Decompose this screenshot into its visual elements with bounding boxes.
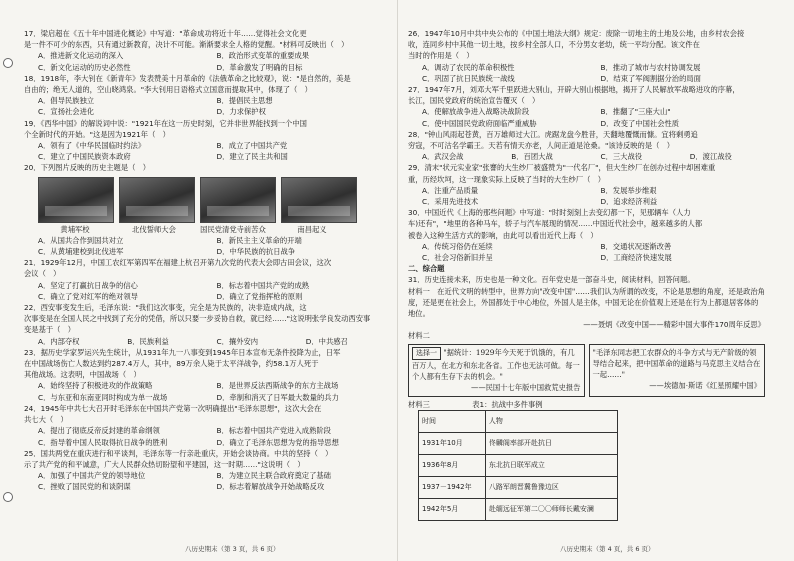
question-25-cont: 示了共产党的和平诚意，广大人民群众热切盼望和平建国，这一时期……"这说明（ ）	[24, 459, 305, 469]
question-24-cont: 共七大（ ）	[24, 415, 68, 425]
option: D．力求保护权	[216, 107, 266, 117]
option: D．改变了中国社会性质	[600, 118, 680, 128]
option: D．追求经济利益	[600, 197, 658, 207]
question-19: 19．《西华中国》的解说词中说："1921年在这一历史时刻，它并非世界能找到一个中国	[24, 118, 307, 128]
table-cell: 1937－1942年	[419, 476, 486, 498]
photo-huangpu	[38, 177, 114, 223]
question-25: 25．国共两党在重庆进行和平谈判，毛泽东等一行亲赴重庆，开始会谈协商。中共的坚持（ ）	[24, 448, 333, 458]
q19-options	[24, 151, 381, 162]
q30-options	[408, 241, 765, 252]
material-3-header	[408, 399, 765, 410]
q22-options	[24, 336, 381, 347]
option: B．推动了城市与农村协调发展	[600, 62, 701, 72]
question-26-cont: 收，连同乡村中其他一切土地，按乡村全部人口，不分男女老幼，统一平均分配。该文件在	[408, 40, 700, 50]
q21-options	[24, 280, 381, 291]
option: D．确立了毛泽东思想为党的指导思想	[216, 437, 339, 447]
option: D．革命激发了明确的目标	[216, 62, 303, 72]
material-2-box-left	[408, 344, 585, 397]
question-17-cont: 是一件不可少的东西，只有通过新教育，决计不可能。渐渐要求全人格的觉醒。"材料可反映出（ ）	[24, 40, 349, 50]
q28-options	[408, 151, 765, 162]
material-2-boxes	[408, 344, 765, 397]
q27-options	[408, 118, 765, 129]
question-23: 23．据历史学家罗运兴先生统计，从1931年九一八事变到1945年日本宣布无条件投降为止，日军	[24, 347, 341, 357]
option: C．挫败了国民党的和谈阴谋	[38, 482, 131, 492]
option: B．成立了中国共产党	[216, 141, 288, 151]
option: C．从黄埔建校到北伐进军	[38, 247, 124, 257]
page-footer-left: 八历史期末（第 3 页，共 6 页）	[185, 545, 280, 553]
box-source: ——埃德加·斯诺《红星照耀中国》	[649, 381, 761, 391]
question-24: 24．1945年中共七大召开时毛泽东在中国共产党第一次明确提出"毛泽东思想"，这次大会在	[24, 403, 322, 413]
q17-options	[24, 50, 381, 61]
option: B．为建立民主联合政府奠定了基础	[216, 471, 331, 481]
option: C．确立了党对红军的绝对领导	[38, 291, 138, 301]
question-22: 22．西安事变发生后，毛泽东说："我们这次事变，完全是为民族的，决非造成内战，这	[24, 303, 307, 313]
box-tag: 选择一	[412, 347, 441, 360]
question-18: 18．1918年，李大钊在《新青年》发表赞美十月革命的《法俄革命之比较观》，说："是自然的，美是	[24, 73, 351, 83]
question-23-cont: 在中国战场伤亡人数达到约287.4万人，其中，89万余人毙于太平洋战争，约58.1万人死于	[24, 359, 319, 369]
question-30-cont: 被卷入这种生活方式的影响，由此可以看出近代上海（ ）	[408, 230, 598, 240]
option: C．社会习俗新旧并呈	[422, 253, 493, 263]
material-1: 材料一 在近代文明的转型中，世界方向"改变中国"……我们认为所谓的改变，不论是思想的角度，还是政治角度，还是更在社会上，外国都处于中心地位，外国人是主体，中国无论在价值观上还是在行为上都退居客体的地位。	[408, 286, 765, 319]
option: B．是世界反法西斯战争的东方主战场	[216, 381, 339, 391]
material-1-source: ——聂炳《改变中国——精彩中国大事件170周年反思》	[583, 320, 765, 330]
q29-options	[408, 185, 765, 196]
photo-captions	[38, 224, 381, 235]
question-17: 17．梁启超在《五十年中国进化概论》中写道："革命成功将近十年……觉得社会文化更	[24, 29, 307, 38]
table-header: 时间	[419, 410, 486, 432]
option: B．发展举步维艰	[600, 185, 657, 195]
photo-caption: 黄埔军校	[60, 224, 90, 234]
material-2-box-right	[589, 344, 766, 397]
option: B．百团大战	[511, 152, 553, 162]
box-source: ——民国十七年版中国救荒史报告	[471, 383, 581, 393]
q21-options	[24, 291, 381, 302]
table-row	[419, 454, 618, 476]
option: A．注重产品质量	[422, 185, 479, 195]
option: A．使解放战争进入战略决战阶段	[422, 107, 530, 117]
q17-options	[24, 62, 381, 73]
option: D．中共感召	[305, 336, 348, 346]
table-cell: 八路军朗晋冀鲁豫边区	[485, 476, 617, 498]
table-cell: 1936年8月	[419, 454, 486, 476]
option: D．标志着解放战争开始战略反攻	[216, 482, 325, 492]
option: B．标志着中国共产党的成熟	[216, 280, 310, 290]
option: D．牵制和消灭了日军最大数量的兵力	[216, 392, 339, 402]
option: A．加强了中国共产党的领导地位	[38, 471, 146, 481]
q19-options	[24, 140, 381, 151]
material-3-label: 材料三	[408, 399, 430, 409]
right-page	[408, 28, 765, 540]
binding-hole	[3, 492, 13, 502]
box-text: "毛泽东同志把工农群众的斗争方式与无产阶级的领导结合起来，把中国革命的道路与马克思主义结合在一起……"	[592, 347, 761, 380]
option: D．确立了党指挥枪的原则	[216, 291, 303, 301]
question-28-cont: 穷寇，不可沽名学霸王。天若有情天亦老，人间正道是沧桑。"该诗反映的是（ ）	[408, 141, 675, 151]
section-heading: 二、综合题	[408, 264, 445, 274]
question-19-cont: 个全新时代的开始。"这是因为1921年（ ）	[24, 129, 170, 139]
option: A．调动了农民的革命积极性	[422, 62, 515, 72]
question-22-cont: 次事变是在全国人民之中找到了充分的凭借，所以只要一步妥协自救，就已经……"这说明张学良发动西安事	[24, 314, 371, 324]
page-footer-right: 八历史期末（第 4 页，共 6 页）	[560, 545, 655, 553]
question-31: 31．历史连接未来，历史也是一种文化。百年党史是一部奋斗史，阅读材料，回答问题。	[408, 275, 695, 285]
table-row	[419, 432, 618, 454]
option: A．推进新文化运动的深入	[38, 51, 124, 61]
left-page	[24, 28, 381, 540]
q26-options	[408, 73, 765, 84]
question-23-cont: 其他战场。这表明，中国战场（ ）	[24, 370, 141, 380]
q18-options	[24, 95, 381, 106]
table-title: 表1：抗战中多件事例	[472, 399, 543, 409]
q26-options	[408, 62, 765, 73]
question-27: 27．1947年7月，刘邓大军千里跃进大别山，开辟大别山根据地，揭开了人民解放军战略进攻的序幕，	[408, 85, 740, 95]
question-22-cont: 变是基于（ ）	[24, 325, 76, 335]
option: B．推翻了"三座大山"	[600, 107, 671, 117]
option: A．内部夺权	[38, 336, 80, 346]
option: C．宣扬社会进化	[38, 107, 95, 117]
q27-options	[408, 106, 765, 117]
question-30: 30．中国近代《上海的那些问题》中写道："时时刻刻上去变幻都一下，见那辆车（人力	[408, 208, 691, 218]
option: C．巩固了抗日民族统一战线	[422, 73, 515, 83]
question-26-cont: 当时的作用是（ ）	[408, 51, 474, 61]
table-cell: 佟麟阁率部开赴抗日	[485, 432, 617, 454]
events-table	[418, 410, 618, 521]
photo-purge	[200, 177, 276, 223]
q25-options	[24, 470, 381, 481]
option: C．攘外安内	[216, 336, 259, 346]
q30-options	[408, 252, 765, 263]
option: B．提倡民主思想	[216, 96, 273, 106]
option: D．建立了民主共和国	[216, 152, 288, 162]
question-18-cont: 自由的；绝无人道的，空山晓鸿泉。"李大钊用日语格式立国意而提取其中，体现了（ ）	[24, 85, 312, 95]
option: A．倡导民族独立	[38, 96, 95, 106]
option: C．新文化运动的历史必然性	[38, 62, 131, 72]
option: C．采用先进技术	[422, 197, 479, 207]
q24-options	[24, 437, 381, 448]
option: C．指导着中国人民取得抗日战争的胜利	[38, 437, 168, 447]
question-29-cont: 重，历经坎坷，这一现象实际上反映了当时的大生纱厂（ ）	[408, 174, 606, 184]
q20-options	[24, 235, 381, 246]
material-2-label: 材料二	[408, 331, 430, 341]
table-cell: 东北抗日联军成立	[485, 454, 617, 476]
option: B．政治形式变革的重要成果	[216, 51, 310, 61]
question-20: 20．下列图片反映的历史主题是（ ）	[24, 163, 151, 173]
option: D．中华民族的抗日战争	[216, 247, 296, 257]
q24-options	[24, 425, 381, 436]
question-26: 26．1947年10月中共中央公布的《中国土地法大纲》规定：废除一切地主的土地及公地，由乡村农会接	[408, 29, 745, 38]
page-divider	[397, 0, 398, 561]
table-row	[419, 476, 618, 498]
question-29: 29．清末"状元实业家"张謇的大生纱厂被盛赞为"一代名厂"，但大生纱厂在创办过程中却困难重	[408, 163, 716, 173]
photo-nanchang	[281, 177, 357, 223]
q23-options	[24, 392, 381, 403]
binding-hole	[3, 58, 13, 68]
question-28: 28．"钟山风雨起苍黄，百万雄师过大江。虎踞龙盘今胜昔，天翻地覆慨而慷。宜将剩勇追	[408, 129, 698, 139]
q29-options	[408, 196, 765, 207]
q18-options	[24, 106, 381, 117]
option: A．武汉会战	[422, 152, 464, 162]
photo-caption: 南昌起义	[297, 224, 327, 234]
photo-caption: 国民党清党寺前苦众	[200, 224, 266, 234]
question-27-cont: 长江，国民党政府的统治宣告覆灭（ ）	[408, 96, 540, 106]
photo-row	[38, 177, 381, 223]
option: D．渡江战役	[689, 152, 732, 162]
option: A．领有了《中华民国临时约法》	[38, 141, 146, 151]
q20-options	[24, 246, 381, 257]
option: C．建立了中国民族资本政府	[38, 152, 131, 162]
q25-options	[24, 481, 381, 492]
option: D．工商经济快速发展	[600, 253, 672, 263]
table-cell: 1931年10月	[419, 432, 486, 454]
table-cell: 1942年5月	[419, 498, 486, 520]
photo-caption: 北伐誓师大会	[132, 224, 176, 234]
option: C．三大战役	[600, 152, 643, 162]
q23-options	[24, 380, 381, 391]
option: B．新民主主义革命的开端	[216, 235, 302, 245]
table-cell: 赴缅远征军第二〇〇师师长戴安澜	[485, 498, 617, 520]
option: B．标志着中国共产党进入成熟阶段	[216, 426, 331, 436]
option: B．民族利益	[127, 336, 169, 346]
question-21: 21．1929年12月，中国工农红军第四军在福建上杭召开第九次党的代表大会即古田会议，这次	[24, 258, 332, 268]
table-row	[419, 498, 618, 520]
option: A．从国共合作到国共对立	[38, 235, 124, 245]
option: A．始终坚持了积极进攻的作战策略	[38, 381, 153, 391]
table-header: 人物	[485, 410, 617, 432]
box-text: "据统计：1929年今天死于饥饿的，有几百万人，在北方和东北各省。工作也无法可做。每一个人都有生存下去的机会。"	[412, 347, 580, 382]
option: C．使中国国民党政府面临严重威胁	[422, 118, 537, 128]
option: A．坚定了打赢抗日战争的信心	[38, 280, 138, 290]
question-30-cont: 车)还有"，"地里的各种马车，轿子与汽车展现的情况……中国近代社会中，越来越多的人都	[408, 219, 703, 229]
option: B．交通状况逐渐改善	[600, 241, 672, 251]
option: C．与东亚和东南亚同时构成为单一战场	[38, 392, 168, 402]
option: A．提出了彻底反帝反封建的革命纲领	[38, 426, 160, 436]
option: A．传统习俗仍在延续	[422, 241, 493, 251]
photo-northern-expedition	[119, 177, 195, 223]
table-header-row	[419, 410, 618, 432]
question-21-cont: 会议（ ）	[24, 269, 61, 279]
option: D．结束了军阀割据分治的局面	[600, 73, 701, 83]
